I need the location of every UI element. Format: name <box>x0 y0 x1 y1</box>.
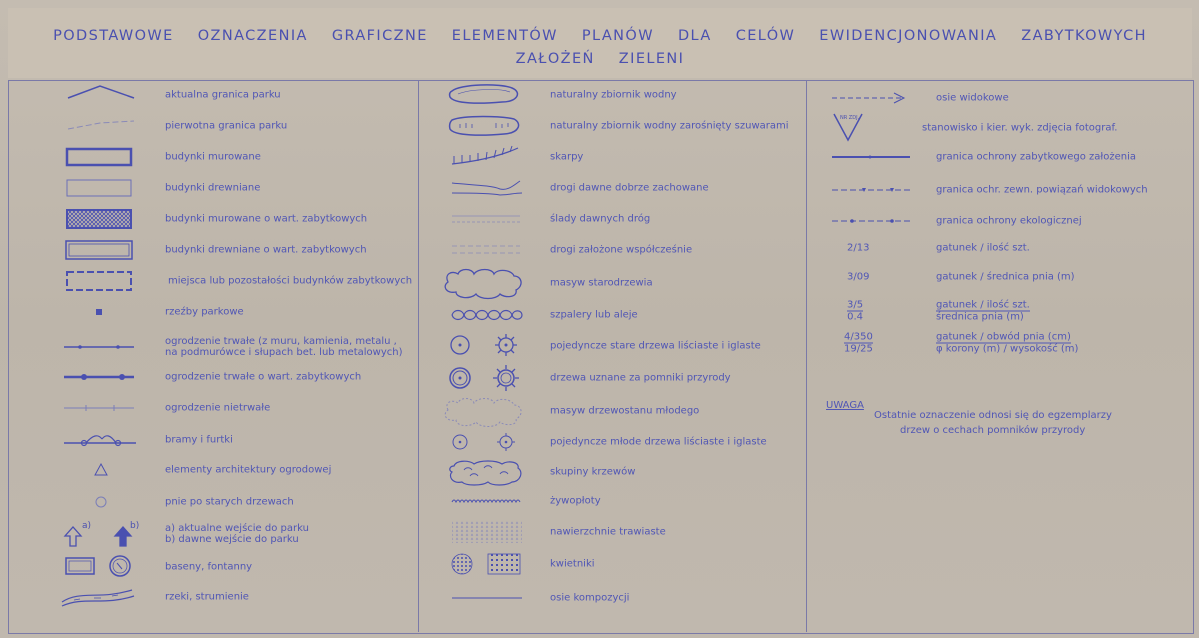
legend-label-line-2: średnica pnia (m) <box>936 311 1024 323</box>
entrance-b-marker: b) <box>130 521 140 531</box>
legend-label: budynki murowane o wart. zabytkowych <box>165 213 368 225</box>
protection-boundary-icon <box>822 142 922 172</box>
old-trees-icon <box>440 330 530 362</box>
fraction-numerator: 3/5 <box>847 299 864 311</box>
legend-label: bramy i furtki <box>165 434 233 446</box>
view-protection-icon <box>822 175 922 205</box>
legend-label: gatunek / średnica pnia (m) <box>936 271 1075 283</box>
eco-boundary-icon <box>822 206 922 236</box>
double-rect-icon <box>50 235 150 265</box>
hedge-icon <box>440 486 530 516</box>
fence-posts-icon <box>50 330 150 364</box>
legend-label: naturalny zbiornik wodny <box>550 89 677 101</box>
note-line-1: Ostatnie oznaczenie odnosi się do egzemplarzy <box>874 410 1112 421</box>
gate-icon <box>50 425 150 455</box>
legend-label: ślady dawnych dróg <box>550 213 651 225</box>
fraction-denominator: 19/25 <box>844 343 873 355</box>
photo-number-label: NR ZDJ. <box>840 115 860 121</box>
legend-label <box>165 336 403 358</box>
legend-label: skupiny krzewów <box>550 466 636 478</box>
river-icon <box>50 582 150 612</box>
legend-label: osie kompozycji <box>550 592 630 604</box>
modern-road-icon <box>440 235 530 265</box>
legend-label-line-1: gatunek / obwód pnia (cm) <box>936 331 1071 343</box>
legend-label: elementy architektury ogrodowej <box>165 464 332 476</box>
legend-label <box>165 523 309 545</box>
legend-label: aktualna granica parku <box>165 89 281 101</box>
square-dot-icon <box>50 297 150 327</box>
grass-icon <box>440 517 530 547</box>
axis-line-icon <box>440 583 530 613</box>
legend-label-line-1: a) aktualne wejście do parku <box>165 523 309 534</box>
title-line-1: PODSTAWOWE OZNACZENIA GRAFICZNE ELEMENTÓW PLANÓW DLA CELÓW EWIDENCJONOWANIA ZABYTKOWYCH <box>53 28 1147 44</box>
title-block <box>8 8 1192 78</box>
reed-pond-icon <box>440 111 530 141</box>
fence-thin-icon <box>50 393 150 423</box>
legend-label: osie widokowe <box>936 92 1009 104</box>
crosshatch-rect-icon <box>50 204 150 234</box>
old-forest-icon <box>440 266 530 300</box>
legend-label: naturalny zbiornik wodny zarośnięty szuwarami <box>550 120 789 132</box>
legend-label: skarpy <box>550 151 584 163</box>
flowerbed-icon <box>440 548 530 580</box>
hedgerow-icon <box>440 300 530 330</box>
view-axis-icon <box>822 83 922 113</box>
legend-label <box>936 332 1078 355</box>
legend-symbol: 2/13 <box>847 242 870 254</box>
legend-label-line-1: ogrodzenie trwałe (z muru, kamienia, metalu , <box>165 336 397 347</box>
entrance-a-marker: a) <box>82 521 92 531</box>
legend-label: drogi dawne dobrze zachowane <box>550 182 709 194</box>
legend-label-line-2: φ korony (m) / wysokość (m) <box>936 343 1079 355</box>
legend-label: drzewa uznane za pomniki przyrody <box>550 372 731 384</box>
legend-label: masyw drzewostanu młodego <box>550 405 700 417</box>
legend-label: baseny, fontanny <box>165 561 253 573</box>
legend-symbol <box>844 332 873 355</box>
legend-label: pojedyncze młode drzewa liściaste i iglaste <box>550 436 767 448</box>
road-trace-icon <box>440 204 530 234</box>
shrubs-icon <box>440 456 530 488</box>
monument-trees-icon <box>440 362 530 394</box>
old-road-icon <box>440 173 530 203</box>
young-forest-icon <box>440 394 530 428</box>
title-line-2: ZAŁOŻEŃ ZIELENI <box>515 51 685 67</box>
thin-rect-icon <box>50 173 150 203</box>
column-divider <box>806 80 807 632</box>
legend-symbol <box>847 300 863 323</box>
entrance-arrows-icon <box>50 516 150 552</box>
legend-label: granica ochrony zabytkowego założenia <box>936 151 1136 163</box>
legend-label: ogrodzenie trwałe o wart. zabytkowych <box>165 371 362 383</box>
legend-label: granica ochr. zewn. powiązań widokowych <box>936 184 1148 196</box>
legend-label: ogrodzenie nietrwałe <box>165 402 271 414</box>
note-line-2: drzew o cechach pomników przyrody <box>900 425 1086 436</box>
pool-fountain-icon <box>50 552 150 582</box>
legend-label: granica ochrony ekologicznej <box>936 215 1082 227</box>
photo-point-icon <box>822 110 922 146</box>
legend-label-line-1: gatunek / ilość szt. <box>936 299 1030 311</box>
pond-icon <box>440 80 530 110</box>
roof-line-icon <box>50 80 150 110</box>
legend-label: gatunek / ilość szt. <box>936 242 1030 254</box>
legend-label <box>936 300 1030 323</box>
legend-label: pnie po starych drzewach <box>165 496 294 508</box>
triangle-icon <box>50 455 150 485</box>
legend-label: drogi założone współcześnie <box>550 244 693 256</box>
legend-label: rzeźby parkowe <box>165 306 244 318</box>
dashed-roof-line-icon <box>50 111 150 141</box>
slope-icon <box>440 142 530 172</box>
legend-label: budynki drewniane o wart. zabytkowych <box>165 244 367 256</box>
note-heading: UWAGA <box>826 400 864 411</box>
dashed-rect-icon <box>50 266 150 296</box>
legend-label: nawierzchnie trawiaste <box>550 526 666 538</box>
fraction-denominator: 0.4 <box>847 311 863 323</box>
stump-circle-icon <box>50 487 150 517</box>
legend-label: rzeki, strumienie <box>165 591 249 603</box>
legend-label: budynki murowane <box>165 151 261 163</box>
legend-label-line-2: na podmurówce i słupach bet. lub metalowych) <box>165 347 403 358</box>
legend-symbol: 3/09 <box>847 271 870 283</box>
legend-label: stanowisko i kier. wyk. zdjęcia fotograf. <box>922 122 1118 134</box>
legend-label: budynki drewniane <box>165 182 261 194</box>
legend-label: miejsca lub pozostałości budynków zabytkowych <box>168 275 413 287</box>
legend-label: kwietniki <box>550 558 595 570</box>
thick-rect-icon <box>50 142 150 172</box>
fence-bold-icon <box>50 362 150 392</box>
fraction-numerator: 4/350 <box>844 331 873 343</box>
legend-label-line-2: b) dawne wejście do parku <box>165 534 299 545</box>
young-trees-icon <box>440 426 530 458</box>
column-divider <box>418 80 419 632</box>
legend-label: żywopłoty <box>550 495 601 507</box>
legend-label: pierwotna granica parku <box>165 120 288 132</box>
legend-label: masyw starodrzewia <box>550 277 653 289</box>
legend-label: pojedyncze stare drzewa liściaste i iglaste <box>550 340 761 352</box>
legend-label: szpalery lub aleje <box>550 309 638 321</box>
